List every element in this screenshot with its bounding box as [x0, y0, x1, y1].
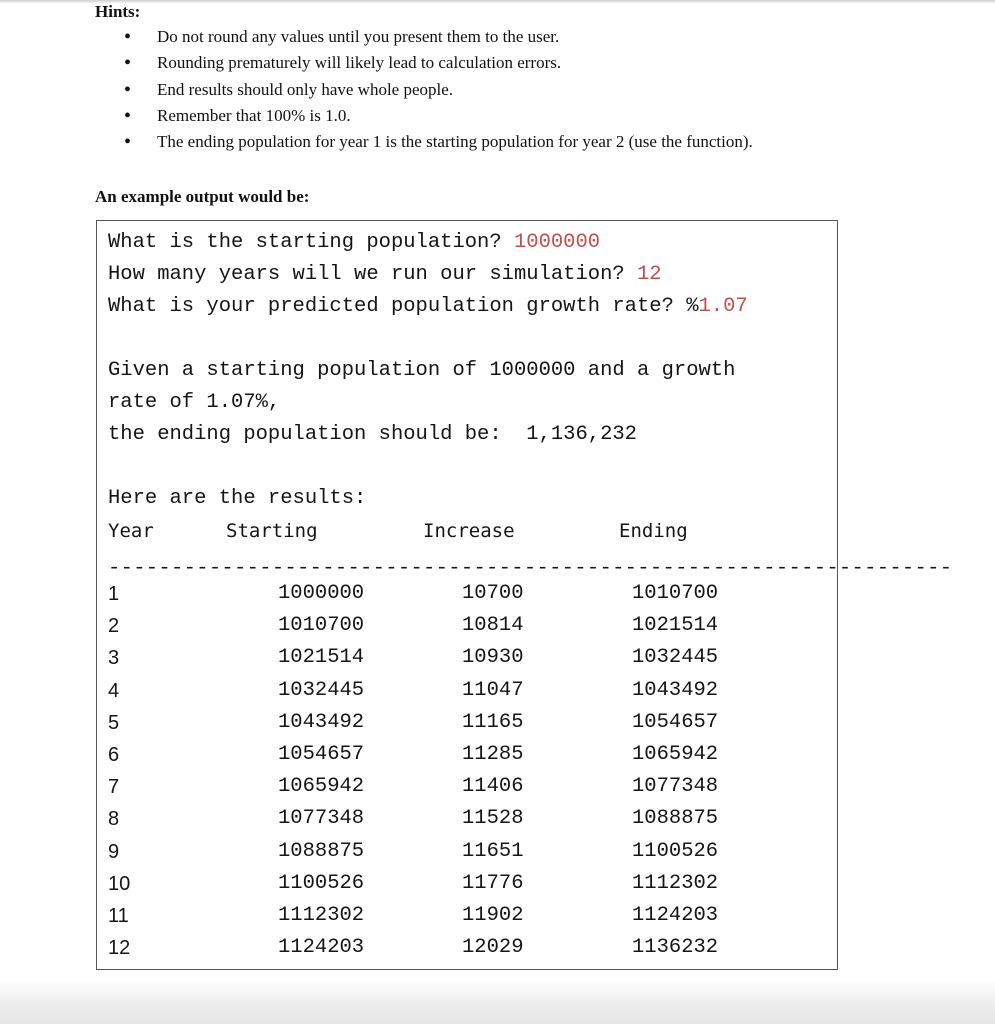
cell-starting: 1032445 [278, 678, 365, 702]
cell-year: 11 [108, 904, 129, 927]
cell-year: 2 [108, 615, 120, 638]
table-row [97, 936, 837, 968]
table-row [97, 582, 837, 614]
prompt-years [108, 263, 662, 287]
cell-ending: 1136232 [632, 936, 719, 960]
cell-ending: 1124203 [632, 903, 719, 927]
prompt-text: How many years will we run our simulation? [108, 263, 637, 286]
cell-increase: 11285 [462, 742, 524, 766]
cell-year: 3 [108, 647, 120, 670]
column-header-ending: Ending [619, 520, 688, 542]
summary-line: Given a starting population of 1000000 and a growth [108, 359, 736, 382]
prompt-text: What is the starting population? [108, 231, 514, 254]
cell-starting: 1054657 [278, 742, 365, 766]
table-row [97, 807, 837, 839]
cell-starting: 1010700 [278, 614, 365, 638]
cell-ending: 1100526 [632, 839, 719, 863]
prompt-growth-rate [108, 295, 748, 319]
cell-year: 4 [108, 679, 120, 702]
user-answer: 1.07 [698, 295, 748, 318]
cell-increase: 11528 [462, 807, 524, 831]
column-header-starting: Starting [226, 520, 318, 542]
table-row [97, 679, 837, 711]
table-row [97, 775, 837, 807]
cell-increase: 10930 [462, 646, 524, 670]
cell-increase: 11406 [462, 775, 524, 799]
cell-year: 12 [108, 937, 131, 960]
prompt-starting-population [108, 231, 600, 255]
cell-increase: 11165 [462, 710, 524, 734]
cell-starting: 1077348 [278, 807, 365, 831]
table-row [97, 614, 837, 646]
hint-item: • End results should only have whole people. [110, 77, 970, 103]
table-divider: ------------------------------------------------------------------- [108, 557, 953, 580]
cell-ending: 1065942 [632, 742, 719, 766]
cell-ending: 1010700 [632, 582, 719, 605]
cell-ending: 1088875 [632, 807, 719, 831]
prompt-text: What is your predicted population growth rate? % [108, 295, 699, 318]
cell-year: 10 [108, 872, 131, 895]
cell-ending: 1077348 [632, 775, 719, 799]
console-output-box [96, 220, 953, 970]
cell-year: 7 [108, 776, 120, 799]
example-heading: An example output would be: [95, 187, 310, 206]
cell-ending: 1021514 [632, 614, 719, 638]
cell-increase: 10700 [462, 582, 524, 605]
hint-item: • Remember that 100% is 1.0. [110, 103, 970, 129]
page-bottom-shadow [0, 980, 995, 1024]
column-header-increase: Increase [423, 520, 515, 542]
cell-starting: 1021514 [278, 646, 365, 670]
cell-year: 6 [108, 743, 120, 766]
cell-increase: 11776 [462, 871, 524, 895]
summary-line: rate of 1.07%, [108, 391, 281, 414]
results-table-body [97, 582, 837, 968]
user-answer: 12 [637, 263, 662, 286]
cell-year: 9 [108, 840, 120, 863]
cell-starting: 1100526 [278, 871, 365, 895]
cell-starting: 1088875 [278, 839, 365, 863]
table-row [97, 840, 837, 872]
hints-list [110, 24, 970, 155]
table-row [97, 872, 837, 904]
cell-ending: 1112302 [632, 871, 719, 895]
table-row [97, 711, 837, 743]
cell-starting: 1043492 [278, 710, 365, 734]
cell-increase: 11651 [462, 839, 524, 863]
cell-year: 1 [108, 583, 120, 605]
user-answer: 1000000 [513, 231, 601, 254]
cell-starting: 1065942 [278, 775, 365, 799]
cell-increase: 11902 [462, 903, 524, 927]
cell-ending: 1054657 [632, 710, 719, 734]
cell-increase: 11047 [462, 678, 524, 702]
cell-starting: 1000000 [278, 582, 365, 605]
results-heading: Here are the results: [108, 487, 367, 510]
table-row [97, 743, 837, 775]
hint-item: • The ending population for year 1 is the starting population for year 2 (use the function). [110, 129, 970, 155]
summary-line: the ending population should be: 1,136,232 [108, 423, 637, 446]
cell-increase: 10814 [462, 614, 524, 638]
hints-heading: Hints: [95, 2, 141, 21]
table-row [97, 904, 837, 936]
cell-ending: 1043492 [632, 678, 719, 702]
table-row [97, 646, 837, 678]
hint-item: • Rounding prematurely will likely lead to calculation errors. [110, 50, 970, 76]
column-header-year: Year [108, 520, 154, 542]
cell-increase: 12029 [462, 936, 524, 960]
cell-starting: 1124203 [278, 936, 365, 960]
cell-starting: 1112302 [278, 903, 365, 927]
cell-year: 8 [108, 808, 120, 831]
hint-item: • Do not round any values until you present them to the user. [110, 24, 970, 50]
page-top-divider [0, 0, 995, 3]
cell-year: 5 [108, 711, 120, 734]
cell-ending: 1032445 [632, 646, 719, 670]
